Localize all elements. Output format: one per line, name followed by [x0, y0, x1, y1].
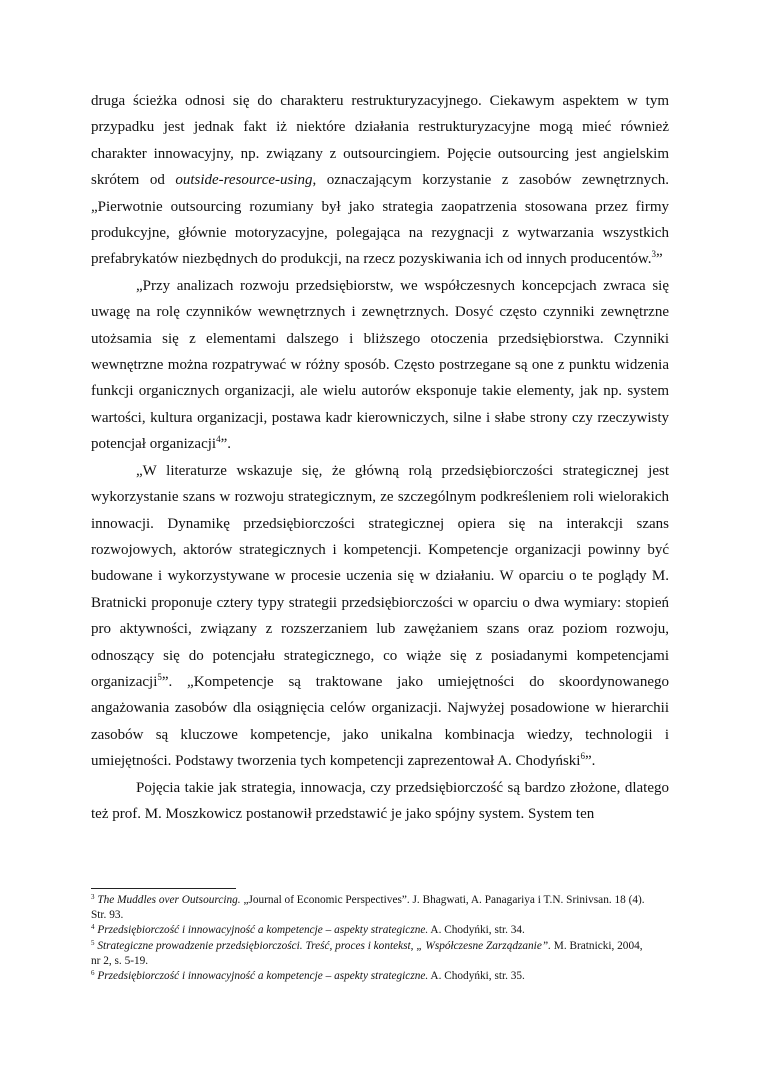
body-text — [91, 88, 669, 827]
footnote — [91, 939, 651, 969]
footnote — [91, 969, 651, 984]
footnote — [91, 923, 651, 938]
text-run: „W literaturze wskazuje się, że główną rolą przedsiębiorczości strategicznej jest wykorzystanie szans w rozwoju strategicznym, ze szczególnym podkreśleniem roli wielorakich innowacji. Dynamikę przedsiębiorczości strategicznej opiera się na interakcji szans rozwojowych, aktorów strategicznych i kompetencji. Kompetencje organizacji powinny być budowane i wykorzystywane w procesie uczenia się w działaniu. W oparciu o te poglądy M. Bratnicki proponuje cztery typy strategii przedsiębiorczości w oparciu o dwa wymiary: stopień pro aktywności, związany z rozszerzaniem lub zawężaniem szans oraz poziom rozwoju, odnoszący się do potencjału strategicznego, co wiąże się z posiadanymi kompetencjami organizacji — [91, 462, 669, 690]
footnote-marker: 5 — [157, 671, 162, 682]
italic-text: outside-resource-using — [175, 172, 313, 189]
text-run: ”. „Kompetencje są traktowane jako umiejętności do skoordynowanego angażowania zasobów dla osiągnięcia celów organizacji. Najwyżej posadowione w hierarchii zasobów są kluczowe kompetencje, jako unikalna kombinacja wiedzy, technologii i umiejętności. Podstawy tworzenia tych kompetencji zaprezentował A. Chodyński — [91, 673, 669, 770]
footnote-marker: 6 — [580, 751, 585, 762]
footnote-separator — [91, 888, 236, 889]
text-run: M. Bratnicki, 2004, nr 2, s. 5-19. — [91, 939, 643, 967]
italic-text: The Muddles over Outsourcing. — [97, 894, 241, 906]
paragraph — [91, 88, 669, 273]
text-run: ”. — [584, 753, 596, 770]
italic-text: Strategiczne prowadzenie przedsiębiorczości. Treść, proces i kontekst, „ Współczesne Zarządzanie”. — [97, 939, 551, 952]
footnote-marker: 4 — [91, 923, 95, 932]
italic-text: Przedsiębiorczość i innowacyjność a kompetencje – aspekty strategiczne. — [97, 924, 429, 937]
footnote — [91, 893, 651, 923]
text-run: ” — [656, 251, 663, 268]
text-run: , oznaczającym korzystanie z zasobów zewnętrznych. „Pierwotnie outsourcing rozumiany był jako strategia zaopatrzenia stosowana przez firmy produkcyjne, głównie motoryzacyjne, polegająca na rezygnacji z wytwarzania wszystkich prefabrykatów niezbędnych do produkcji, na rzecz pozyskiwania ich od innych producentów. — [91, 172, 669, 268]
text-run: Pojęcia takie jak strategia, innowacja, czy przedsiębiorczość są bardzo złożone, dlatego też prof. M. Moszkowicz postanowił przedstawić je jako spójny system. System ten — [91, 779, 669, 822]
text-run: ”. — [220, 436, 232, 453]
footnote-marker: 6 — [91, 969, 95, 978]
paragraph — [91, 273, 669, 458]
footnote-marker: 4 — [216, 434, 221, 445]
italic-text: Przedsiębiorczość i innowacyjność a kompetencje – aspekty strategiczne. — [97, 970, 429, 983]
text-run: druga ścieżka odnosi się do charakteru restrukturyzacyjnego. Ciekawym aspektem w tym przypadku jest jednak fakt iż niektóre działania restrukturyzacyjne mogą mieć również charakter innowacyjny, np. związany z outsourcingiem. Pojęcie outsourcing jest angielskim skrótem od — [91, 93, 669, 189]
text-run: A. Chodyńki, str. 35. — [428, 970, 525, 983]
footnote-marker: 3 — [651, 249, 656, 260]
footnote-marker: 5 — [91, 938, 95, 947]
paragraph — [91, 775, 669, 828]
text-run: A. Chodyńki, str. 34. — [428, 924, 525, 937]
text-run: „Journal of Economic Perspectives”. J. Bhagwati, A. Panagariya i T.N. Srinivsan. 18 (4). Str. 93. — [91, 894, 645, 922]
paragraph — [91, 458, 669, 775]
footnotes — [91, 893, 651, 984]
footnote-marker: 3 — [91, 893, 95, 901]
text-run: „Przy analizach rozwoju przedsiębiorstw, we współczesnych koncepcjach zwraca się uwagę na rolę czynników wewnętrznych i zewnętrznych. Dosyć często czynniki zewnętrzne utożsamia się z elementami dalszego i bliższego otoczenia przedsiębiorstwa. Czynniki wewnętrzne można rozpatrywać w różny sposób. Często postrzegane są one z punktu widzenia funkcji organicznych organizacji, ale wielu autorów eksponuje takie elementy, jak np. system wartości, kultura organizacji, postawa kadr kierowniczych, silne i słabe strony czy rzeczywisty potencjał organizacji — [91, 277, 669, 453]
